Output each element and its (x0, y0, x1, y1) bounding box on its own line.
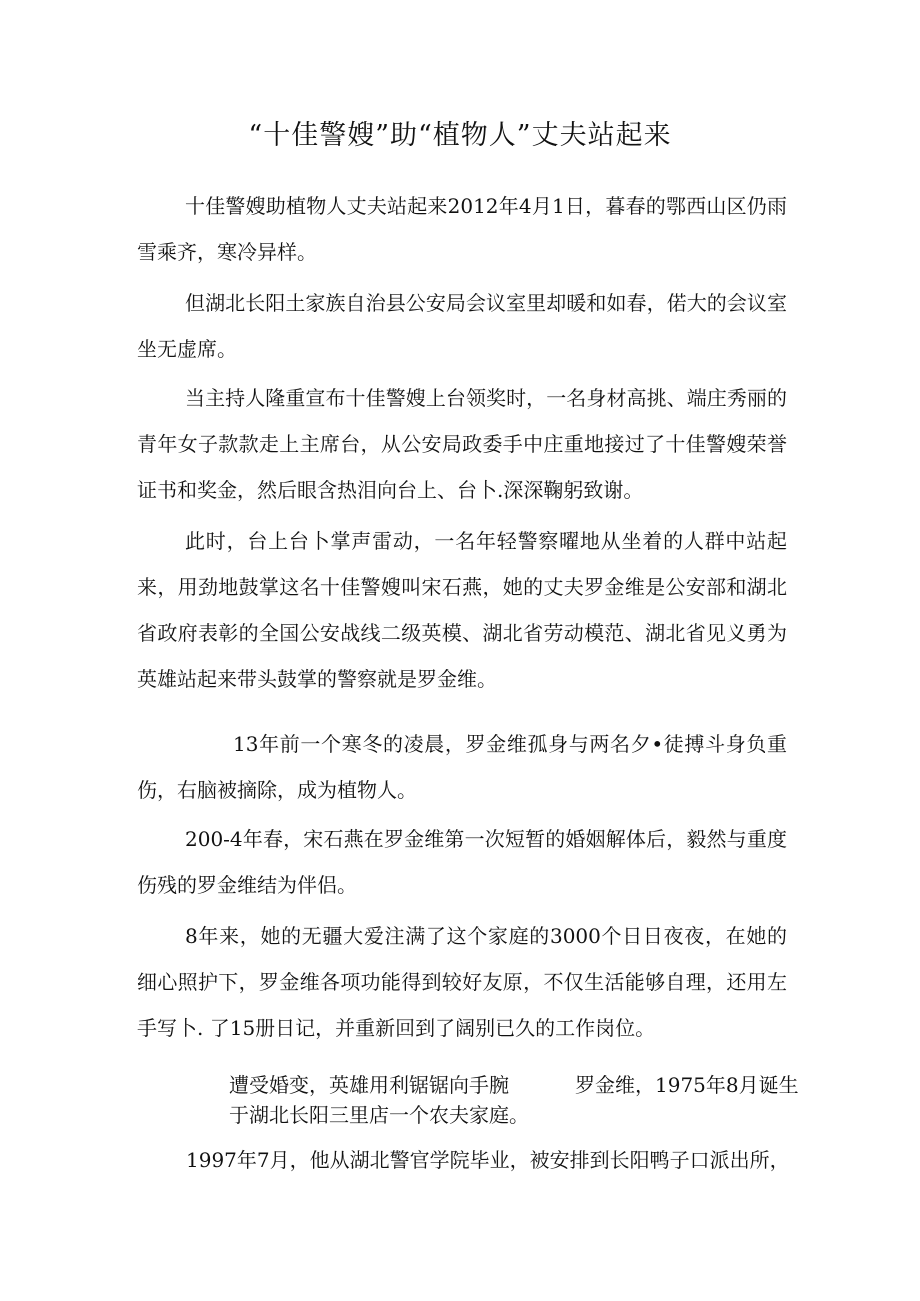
split-left-line-2: 于湖北长阳三里店一个农夫家庭。 (229, 1103, 529, 1127)
paragraph-5: 13年前一个寒冬的凌晨，罗金维孤身与两名夕•徒搏斗身负重伤，右脑被摘除，成为植物人。 (137, 732, 787, 802)
paragraph-1: 十佳警嫂助植物人丈夫站起来2012年4月1日，暮春的鄂西山区仍雨雪乘齐，寒冷异样。 (137, 194, 787, 264)
paragraph-7: 8年来，她的无疆大爱注满了这个家庭的3000个日日夜夜，在她的细心照护下，罗金维各项功能得到较好友原，不仅生活能够自理，还用左手写卜. 了15册日记，并重新回到了阔别已久的工作岗位。 (137, 924, 787, 1040)
split-left-line-1: 遭受婚变，英雄用利锯锯向手腕 (229, 1073, 509, 1097)
paragraph-6: 200-4年春，宋石燕在罗金维第一次短暂的婚姻解体后，毅然与重度伤残的罗金维结为伴侣。 (137, 827, 787, 897)
document-title: “十佳警嫂”助“植物人”丈夫站起来 (248, 120, 672, 151)
paragraph-3: 当主持人隆重宣布十佳警嫂上台领奖时，一名身材高挑、端庄秀丽的青年女子款款走上主席台，从公安局政委手中庄重地接过了十佳警嫂荣誉证书和奖金，然后眼含热泪向台上、台卜.深深鞠躬致谢。 (137, 386, 787, 502)
paragraph-2: 但湖北长阳土家族自治县公安局会议室里却暖和如春，偌大的会议室坐无虚席。 (137, 291, 787, 361)
split-right-line-1: 罗金维，1975年8月诞生 (575, 1073, 799, 1097)
paragraph-last: 1997年7月，他从湖北警官学院毕业，被安排到长阳鸭子口派出所， (186, 1148, 790, 1172)
paragraph-4: 此时，台上台卜掌声雷动，一名年轻警察曜地从坐着的人群中站起来，用劲地鼓掌这名十佳警嫂叫宋石燕，她的丈夫罗金维是公安部和湖北省政府表彰的全国公安战线二级英模、湖北省劳动模范、湖北省见义勇为英雄站起来带头鼓掌的警察就是罗金维。 (137, 529, 787, 691)
